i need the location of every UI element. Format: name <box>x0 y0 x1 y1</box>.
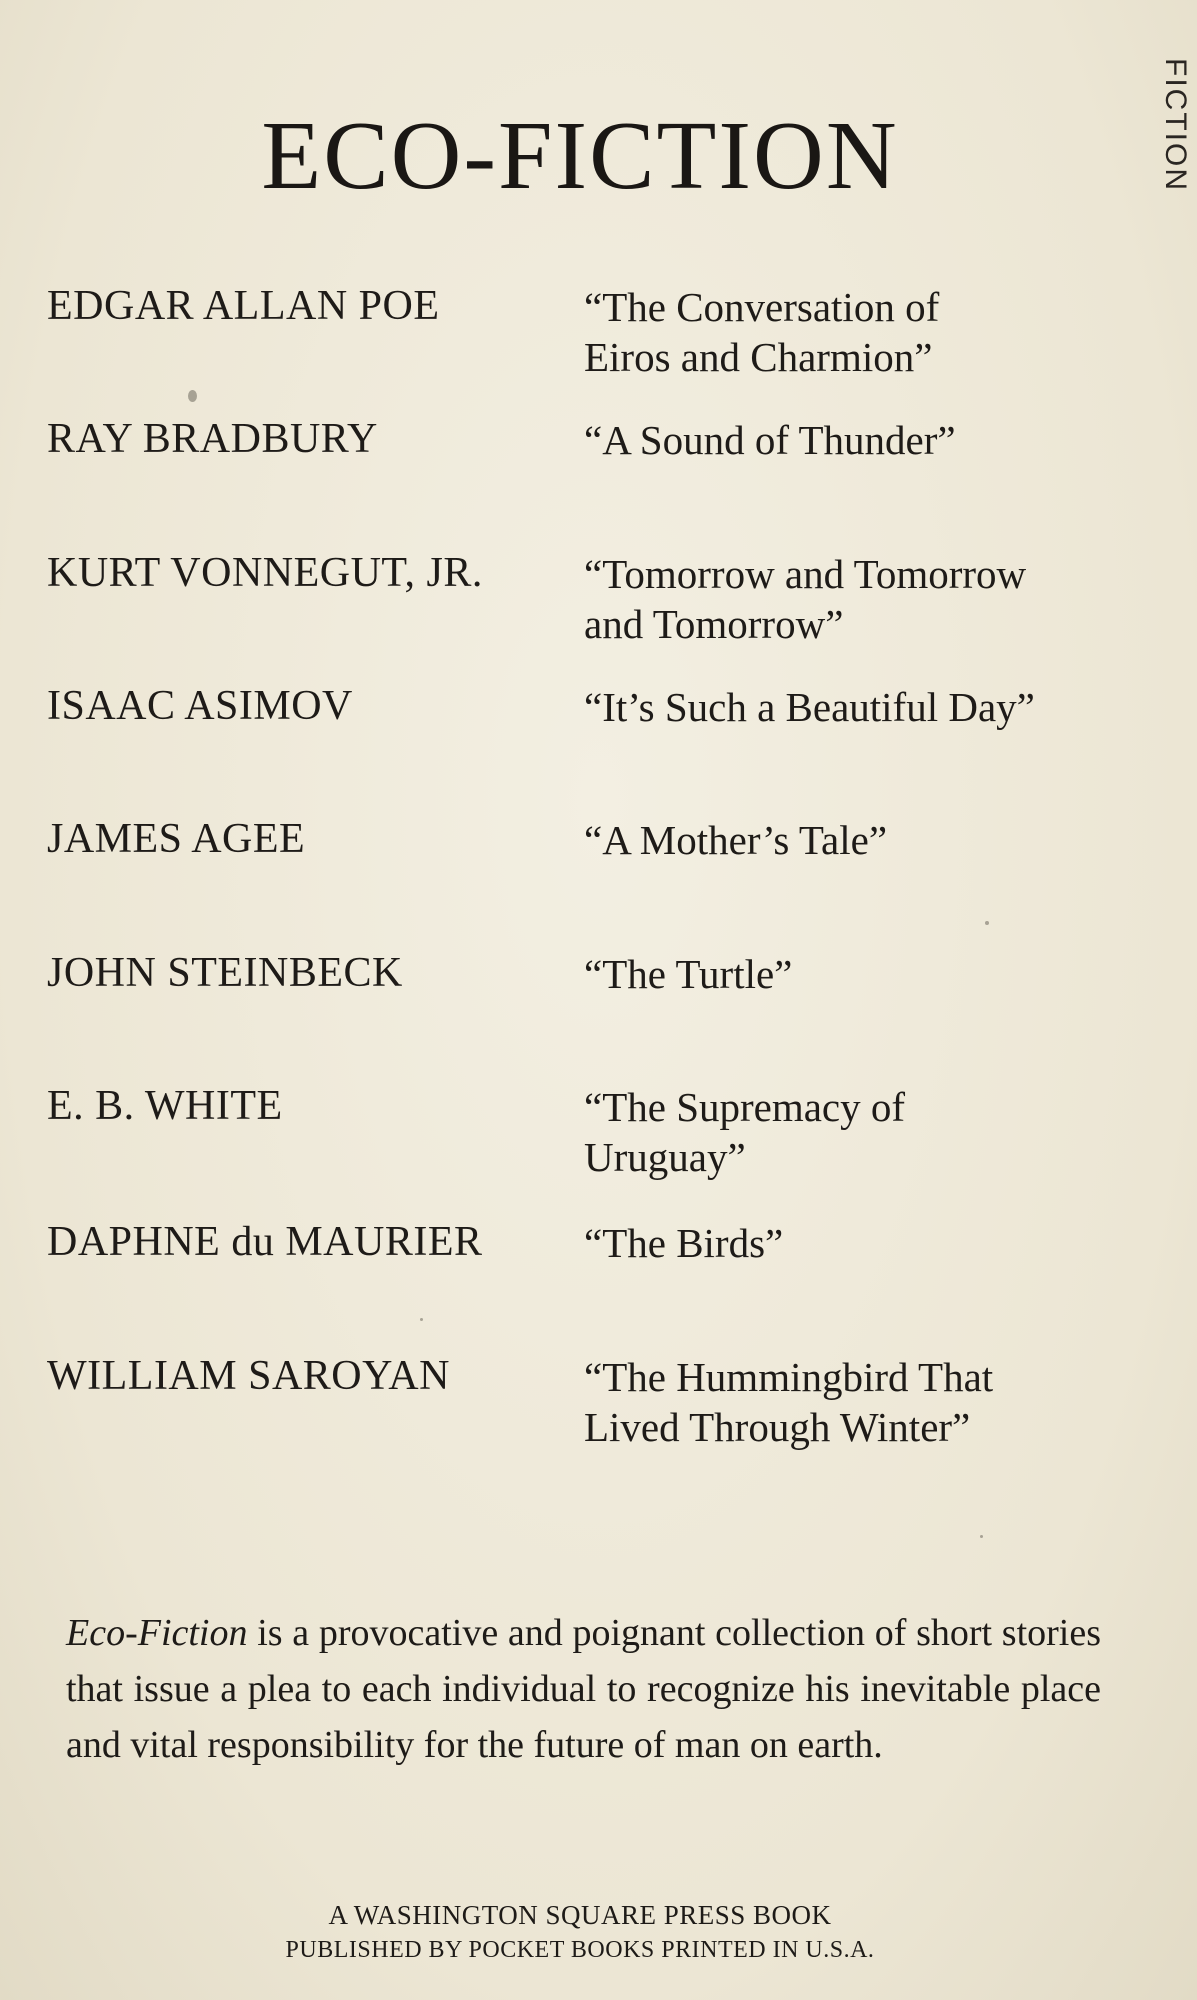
author-name: RAY BRADBURY <box>47 416 378 462</box>
paper-speck <box>985 921 989 925</box>
story-title-line: “A Sound of Thunder” <box>584 417 956 463</box>
paper-speck <box>188 390 197 402</box>
story-title-line: “Tomorrow and Tomorrow <box>584 551 1027 597</box>
story-title-line: “The Supremacy of <box>584 1084 906 1130</box>
story-title <box>584 815 1144 865</box>
story-title-line: Uruguay” <box>584 1134 746 1180</box>
blurb-italic-title: Eco-Fiction <box>66 1612 248 1654</box>
story-title-line: “The Hummingbird That <box>584 1354 994 1400</box>
story-title <box>584 549 1144 649</box>
story-title <box>584 949 1144 999</box>
story-title <box>584 1082 1144 1182</box>
author-name: KURT VONNEGUT, JR. <box>47 550 483 596</box>
story-title-line: “It’s Such a Beautiful Day” <box>584 684 1035 730</box>
story-title-line: “A Mother’s Tale” <box>584 817 888 863</box>
blurb-text: is a provocative and poignant collection of short stories that issue a plea to each individual to recognize his inevitable place and vital responsibility for the future of man on earth. <box>66 1612 1101 1766</box>
paper-speck <box>980 1535 983 1538</box>
story-title-line: and Tomorrow” <box>584 601 844 647</box>
author-name: DAPHNE du MAURIER <box>47 1219 483 1265</box>
story-title-line: “The Birds” <box>584 1220 784 1266</box>
story-title-line: Eiros and Charmion” <box>584 334 933 380</box>
book-title: ECO-FICTION <box>261 102 899 210</box>
paper-speck <box>420 1318 423 1321</box>
story-title <box>584 282 1144 382</box>
author-name: ISAAC ASIMOV <box>47 683 353 729</box>
author-name: E. B. WHITE <box>47 1083 283 1129</box>
story-title <box>584 1352 1144 1452</box>
story-title <box>584 1218 1144 1268</box>
author-name: JAMES AGEE <box>47 816 306 862</box>
story-title-line: “The Conversation of <box>584 284 940 330</box>
story-title <box>584 415 1144 465</box>
publisher-line: A WASHINGTON SQUARE PRESS BOOK <box>328 1900 832 1930</box>
printing-line: PUBLISHED BY POCKET BOOKS PRINTED IN U.S.A. <box>285 1937 875 1963</box>
book-description <box>66 1605 1101 1773</box>
author-name: JOHN STEINBECK <box>47 950 403 996</box>
story-title <box>584 682 1144 732</box>
spine-label: FICTION <box>1159 58 1192 192</box>
author-name: EDGAR ALLAN POE <box>47 283 440 329</box>
story-title-line: “The Turtle” <box>584 951 793 997</box>
story-title-line: Lived Through Winter” <box>584 1404 971 1450</box>
author-name: WILLIAM SAROYAN <box>47 1353 450 1399</box>
